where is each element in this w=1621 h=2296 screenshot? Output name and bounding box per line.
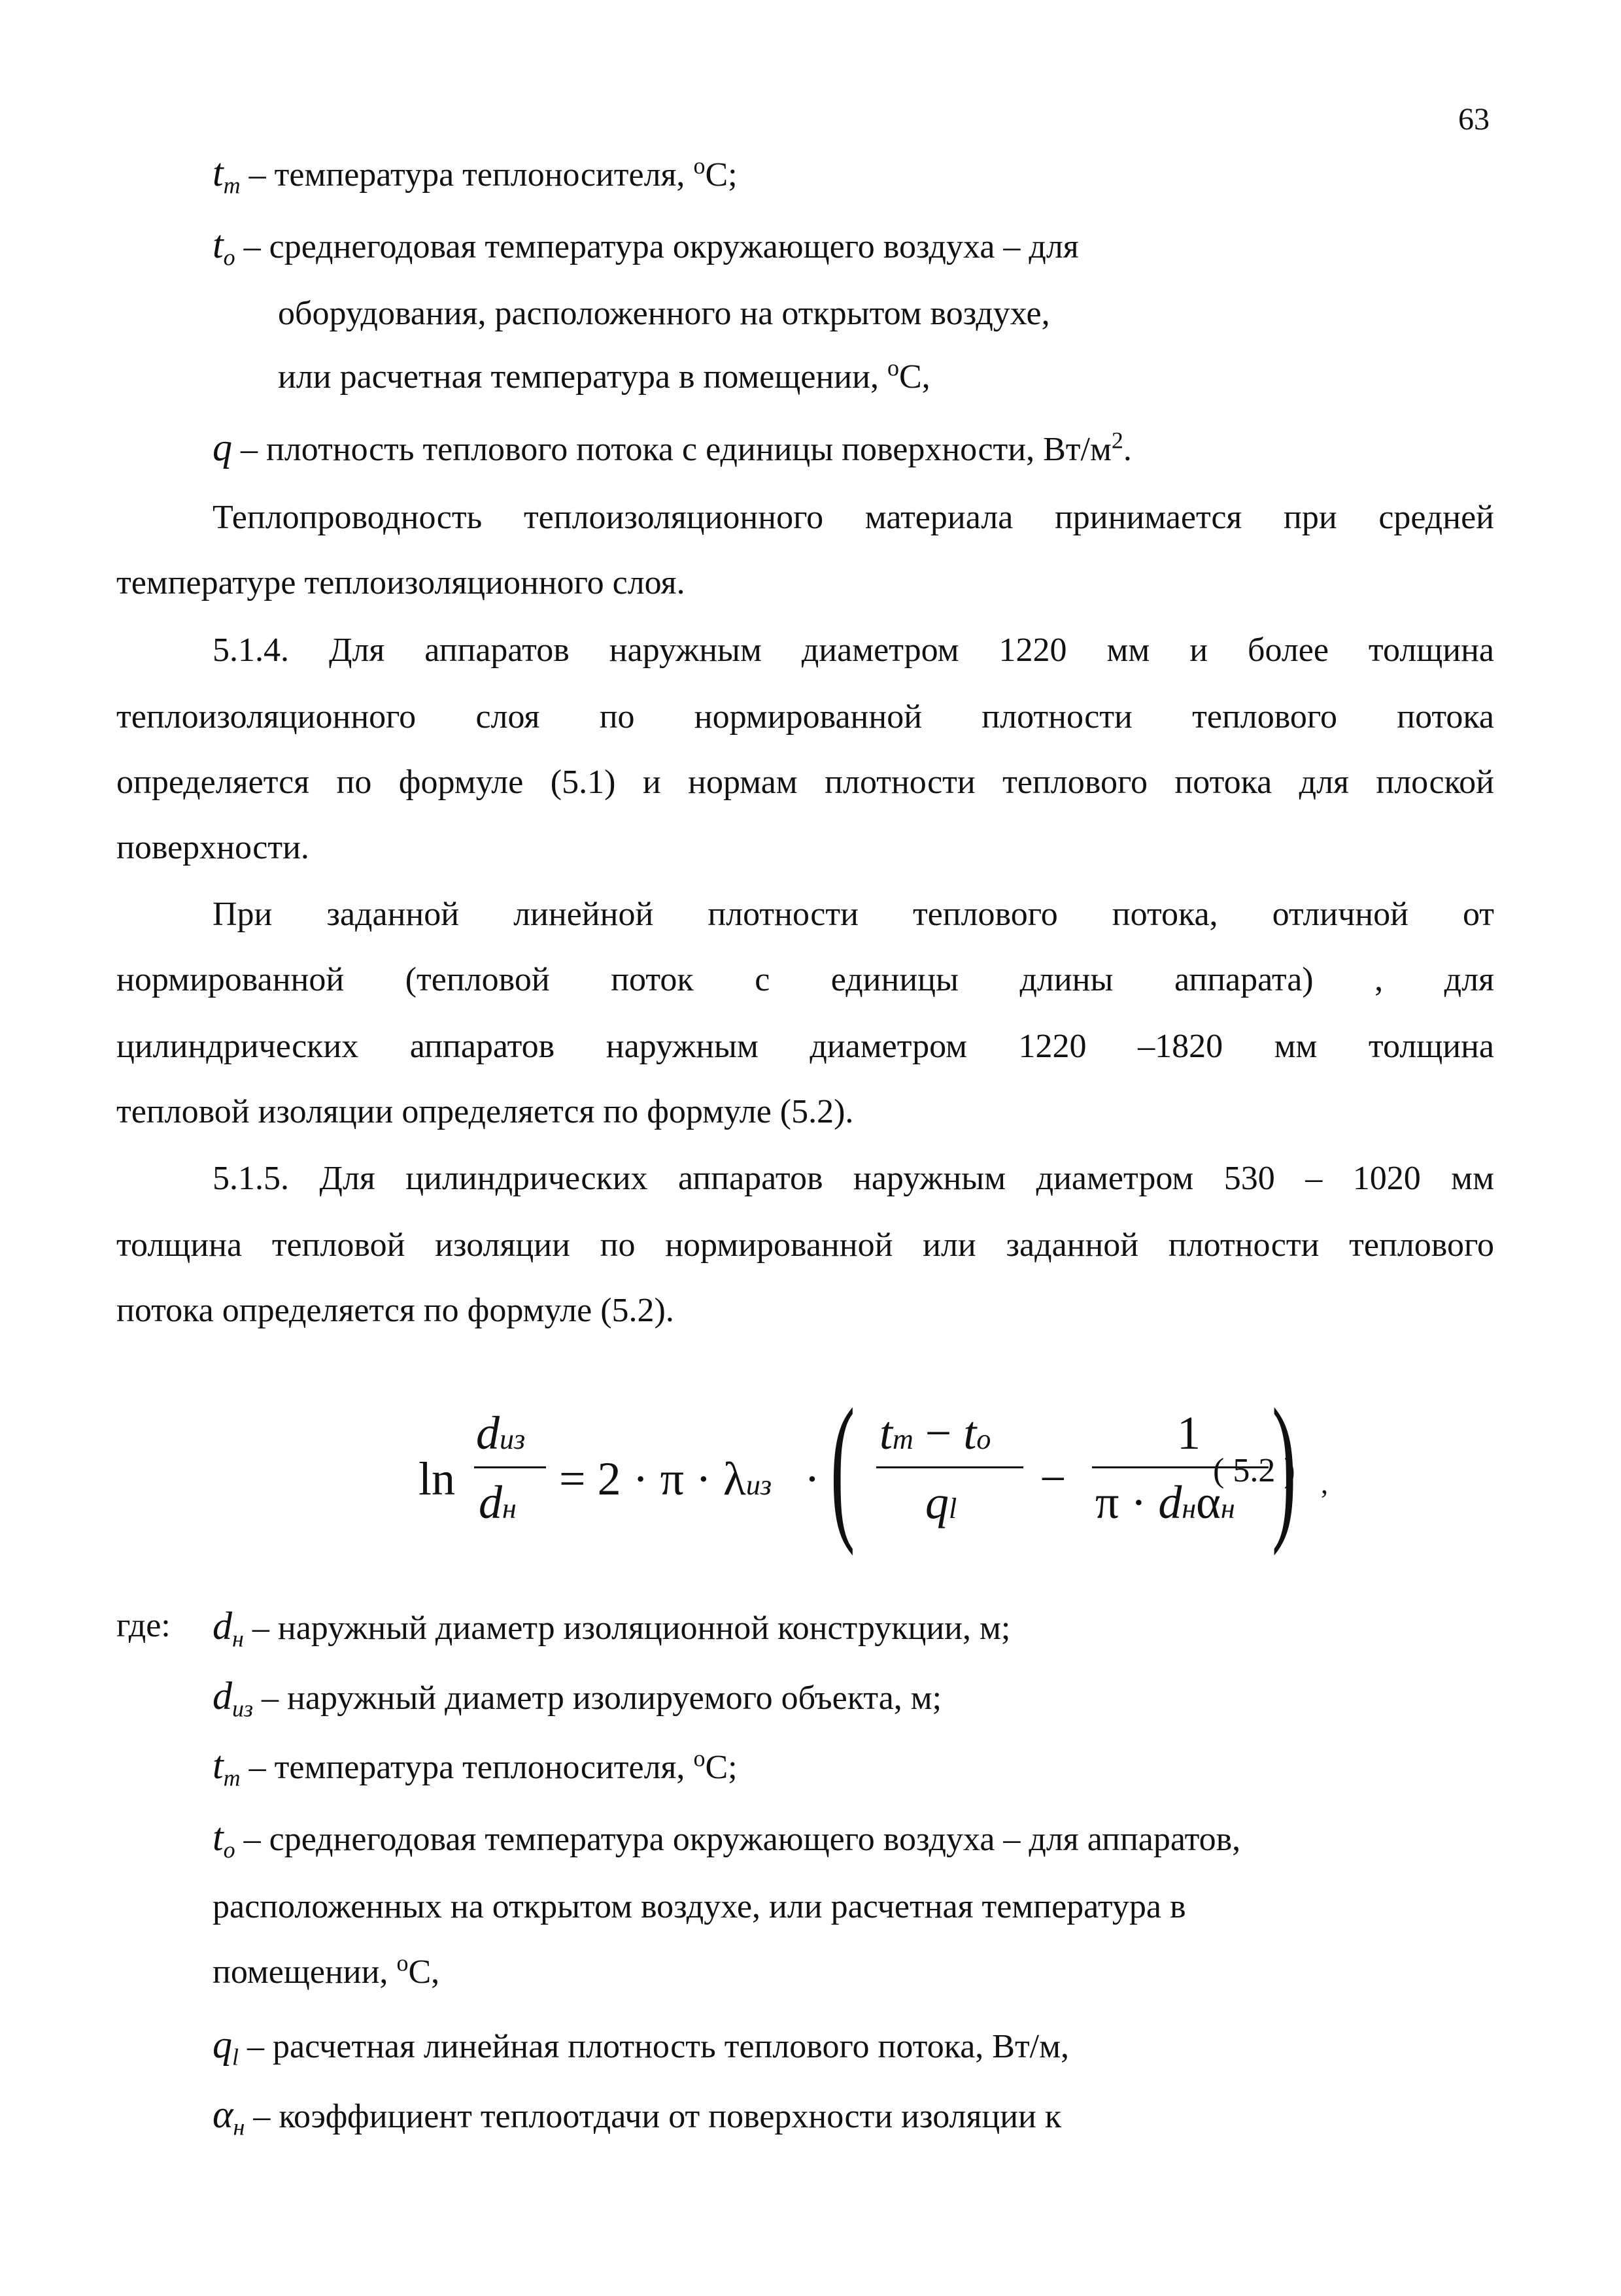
definition-text: – наружный диаметр изолируемого объекта, м;: [253, 1680, 942, 1717]
unit: .: [1123, 431, 1132, 468]
definition-text: помещении,: [213, 1953, 397, 1991]
formula-2-pi-lambda: = 2 · π · λиз: [559, 1453, 772, 1505]
fraction-bar: [474, 1466, 546, 1468]
page-number: 63: [1458, 102, 1490, 137]
equation-number: ( 5.2 ): [1213, 1452, 1295, 1489]
symbol: t: [213, 151, 224, 194]
symbol-subscript: l: [232, 2044, 239, 2070]
paragraph-line: поверхности.: [116, 829, 309, 866]
formula-minus: −: [1040, 1453, 1066, 1505]
paragraph-line: потока определяется по формуле (5.2).: [116, 1292, 674, 1329]
paragraph-line: 5.1.5. Для цилиндрических аппаратов наружным диаметром 530 – 1020 мм: [213, 1160, 1494, 1197]
paragraph-line: температуре теплоизоляционного слоя.: [116, 564, 685, 601]
formula-d-iz: dиз: [476, 1407, 526, 1459]
definition-text: – плотность теплового потока с единицы поверхности, Вт/м: [232, 431, 1112, 468]
definition-text: расположенных на открытом воздухе, или расчетная температура в: [213, 1888, 1186, 1925]
formula-one: 1: [1177, 1407, 1201, 1459]
definition-continuation: [213, 1886, 1186, 1928]
symbol: d: [213, 1604, 232, 1647]
definition-text: – коэффициент теплоотдачи от поверхности изоляции к: [245, 2098, 1062, 2135]
where-label: где:: [116, 1607, 171, 1644]
unit: С,: [408, 1953, 440, 1991]
degree-sign: o: [887, 354, 899, 381]
superscript: 2: [1111, 427, 1123, 454]
symbol: t: [213, 1815, 224, 1859]
formula-tm-to: tт − to: [879, 1407, 991, 1459]
paragraph-line: нормированной (тепловой поток с единицы длины аппарата) , для: [116, 961, 1494, 998]
left-parenthesis: (: [830, 1376, 855, 1557]
paragraph-line: тепловой изоляции определяется по формуле (5.2).: [116, 1093, 854, 1130]
definition-text: – температура теплоносителя,: [240, 1749, 694, 1786]
definition-line: [213, 1816, 1240, 1861]
definition-continuation: [278, 293, 1050, 335]
symbol-subscript: н: [233, 2114, 245, 2140]
fraction-bar: [876, 1466, 1023, 1468]
formula-5-2: [418, 1376, 1334, 1576]
definition-line: [213, 151, 738, 199]
paragraph-line: 5.1.4. Для аппаратов наружным диаметром 1220 мм и более толщина: [213, 632, 1494, 669]
definition-text: – среднегодовая температура окружающего воздуха – для: [235, 228, 1079, 265]
symbol-subscript: из: [232, 1695, 254, 1722]
degree-sign: o: [693, 152, 706, 179]
definition-continuation: [213, 1951, 439, 1993]
formula-pi-dn-alpha: π · dнαн: [1095, 1476, 1235, 1528]
symbol-subscript: o: [223, 244, 235, 271]
formula-d-n: dн: [479, 1476, 517, 1528]
definition-text: – расчетная линейная плотность теплового потока, Вт/м,: [239, 2028, 1070, 2065]
definition-text: – наружный диаметр изоляционной конструкции, м;: [243, 1610, 1011, 1647]
definition-line: [213, 1674, 942, 1722]
unit: С,: [898, 358, 930, 396]
symbol-subscript: н: [232, 1625, 244, 1652]
formula-dot: ·: [804, 1453, 820, 1505]
paragraph-line: теплоизоляционного слоя по нормированной плотности теплового потока: [116, 698, 1494, 735]
symbol: d: [213, 1674, 232, 1717]
unit: С;: [705, 156, 738, 194]
definition-line: [213, 2023, 1069, 2068]
symbol: q: [213, 2023, 232, 2066]
definition-line: [213, 223, 1079, 271]
unit: С;: [705, 1749, 738, 1786]
definition-text: или расчетная температура в помещении,: [278, 358, 887, 396]
definition-line: [213, 1744, 738, 1789]
paragraph-line: При заданной линейной плотности теплового потока, отличной от: [213, 896, 1494, 933]
paragraph-line: толщина тепловой изоляции по нормированной или заданной плотности теплового: [116, 1226, 1494, 1264]
definition-text: – температура теплоносителя,: [240, 156, 694, 194]
right-parenthesis: ): [1272, 1376, 1297, 1557]
definition-line: [213, 1604, 1011, 1652]
definition-text: – среднегодовая температура окружающего воздуха – для аппаратов,: [235, 1821, 1241, 1858]
symbol-subscript: т: [223, 172, 241, 199]
formula-q-l: ql: [925, 1476, 957, 1528]
paragraph-line: Теплопроводность теплоизоляционного материала принимается при средней: [213, 499, 1494, 536]
symbol: α: [213, 2093, 233, 2136]
formula-ln: ln: [418, 1453, 456, 1505]
paragraph-line: цилиндрических аппаратов наружным диаметром 1220 –1820 мм толщина: [116, 1028, 1494, 1065]
definition-line: [213, 2093, 1061, 2138]
symbol: t: [213, 1744, 224, 1787]
symbol-subscript: o: [223, 1836, 235, 1863]
degree-sign: o: [693, 1745, 706, 1772]
formula-comma: ,: [1321, 1468, 1328, 1500]
degree-sign: o: [396, 1950, 409, 1976]
paragraph-line: определяется по формуле (5.1) и нормам плотности теплового потока для плоской: [116, 764, 1494, 801]
definition-text: оборудования, расположенного на открытом воздухе,: [278, 295, 1050, 332]
definition-line: [213, 426, 1132, 471]
symbol: q: [213, 426, 232, 469]
symbol-subscript: т: [223, 1764, 241, 1791]
symbol: t: [213, 223, 224, 266]
definition-continuation: [278, 356, 930, 398]
